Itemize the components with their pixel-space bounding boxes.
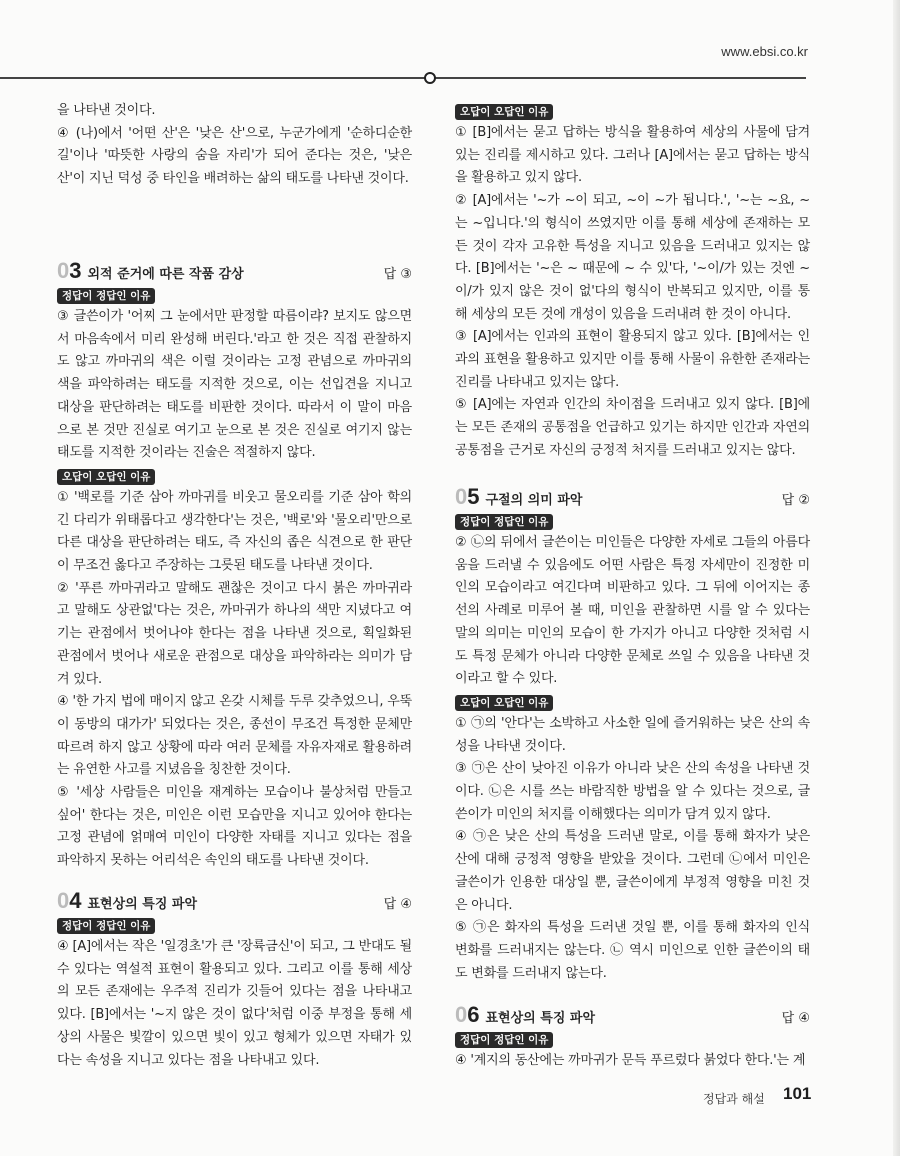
question-05 [455,484,810,985]
page-number: 101 [783,1084,812,1103]
question-number: 03 [57,258,82,283]
left-intro [57,100,412,191]
section-title: 표현상의 특징 파악 [485,1011,596,1026]
section-header [57,258,412,284]
answer: 답 ④ [781,1011,810,1026]
section-title: 표현상의 특징 파악 [87,897,198,912]
page-edge [893,0,900,1156]
paragraph: ④ [A]에서는 작은 '일경초'가 큰 '장륙금신'이 되고, 그 반대도 될 수 있다는 역설적 표현이 활용되고 있다. 그리고 이를 통해 세상의 모든 존재에는 우주적 진리가 깃들어 있다는 점을 나타내고 있다. [B]에서는 '~지 않은 것이 없다'처럼 이중 부정을 통해 세상의 사물은 빛깔이 있으면 빛이 있고 형체가 있으면 자태가 있다는 속성을 지니고 있다는 점을 나타내고 있다. [57,939,412,1068]
wrong-reason-label: 오답이 오답인 이유 [455,695,553,711]
correct-reason-label: 정답이 정답인 이유 [57,918,155,934]
paragraph: ② [A]에서는 '~가 ~이 되고, ~이 ~가 됩니다.', '~는 ~요, ~는 ~입니다.'의 형식이 쓰였지만 이를 통해 세상에 존재하는 모든 것이 각자 고유한 특성을 지니고 있음을 드러내고 있지는 않다. [B]에서는 '~은 ~ 때문에 ~ 수 있'다, '~이/가 있는 것엔 ~이/가 있지 않은 것이 없'다의 형식이 반복되고 있지만, 이를 통해 세상의 모든 것에 개성이 있음을 드러내려 한 것이 아니다. [455,193,810,322]
paragraph: 을 나타낸 것이다. [57,103,156,118]
footer-section: 정답과 해설 [703,1092,765,1106]
section-header [57,888,412,914]
paragraph: ③ 글쓴이가 '어찌 그 눈에서만 판정할 따름이랴? 보지도 않으면서 마음속에서 미리 완성해 버린다.'라고 한 것은 직접 관찰하지도 않고 까마귀의 색은 이럴 것이라는 고정 관념으로 까마귀의 색을 파악하려는 태도를 지적한 것으로, 이는 선입견을 지니고 대상을 판단하려는 태도를 비판한 것이다. 따라서 이 말이 마음으로 본 것만 진실로 여기고 눈으로 본 것은 진실로 여기지 않는 태도를 지적한 것이라는 진술은 적절하지 않다. [57,309,412,461]
wrong-reason-label: 오답이 오답인 이유 [455,104,553,120]
paragraph: ⑤ [A]에는 자연과 인간의 차이점을 드러내고 있지 않다. [B]에는 모든 존재의 공통점을 언급하고 있기는 하지만 인간과 자연의 공통점을 근거로 자신의 긍정적 처지를 드러내고 있지는 않다. [455,397,810,458]
paragraph: ④ (나)에서 '어떤 산'은 '낮은 산'으로, 누군가에게 '순하디순한 길'이나 '따뜻한 사랑의 숨을 자리'가 되어 준다는 것은, '낮은 산'이 지닌 덕성 중 타인을 배려하는 삶의 태도를 나타낸 것이다. [57,125,412,187]
paragraph: ① [B]에서는 묻고 답하는 방식을 활용하여 세상의 사물에 담겨 있는 진리를 제시하고 있다. 그러나 [A]에서는 묻고 답하는 방식을 활용하고 있지 않다. [455,125,810,186]
site-url: www.ebsi.co.kr [721,44,808,59]
paragraph: ④ '한 가지 법에 매이지 않고 온갖 시체를 두루 갖추었으니, 우뚝이 동방의 대가가' 되었다는 것은, 종선이 무조건 특정한 문체만 따르려 하지 않고 상황에 따라 여러 문체를 자유자재로 활용하려는 유연한 사고를 지녔음을 칭찬한 것이다. [57,694,412,778]
question-04-wrong [455,100,810,463]
question-04 [57,888,412,1072]
paragraph: ⑤ ㉠은 화자의 특성을 드러낸 것일 뿐, 이를 통해 화자의 인식 변화를 드러내지는 않는다. ㉡ 역시 미인으로 인한 글쓴이의 태도 변화를 드러내지 않는다. [455,920,810,981]
paragraph: ② ㉡의 뒤에서 글쓴이는 미인들은 다양한 자세로 그들의 아름다움을 드러낼 수 있음에도 어떤 사람은 특정 자세만이 진정한 미인의 모습이라고 여긴다며 비판하고 있다. 그 뒤에 이어지는 종선의 사례로 미루어 볼 때, 미인을 관찰하면 시를 알 수 있다는 말의 의미는 미인의 모습이 한 가지가 아니고 다양한 것처럼 시도 특정 문체가 아니라 다양한 문체로 쓰일 수 있음을 나타낸 것이라고 할 수 있다. [455,535,810,687]
correct-reason-label: 정답이 정답인 이유 [455,514,553,530]
answer: 답 ③ [383,267,412,282]
question-03 [57,258,412,873]
paragraph: ③ ㉠은 산이 낮아진 이유가 아니라 낮은 산의 속성을 나타낸 것이다. ㉡은 시를 쓰는 바람직한 방법을 알 수 있다는 것으로, 글쓴이가 미인의 처지를 이해했다는 의미가 담겨 있지 않다. [455,761,810,822]
header-rule [0,77,806,79]
question-number: 04 [57,888,82,913]
answer: 답 ② [781,493,810,508]
paragraph: ② '푸른 까마귀라고 말해도 괜찮은 것이고 다시 붉은 까마귀라고 말해도 상관없'다는 것은, 까마귀가 하나의 색만 지녔다고 여기는 관점에서 벗어나야 한다는 점을 나타낸 것으로, 획일화된 관점에서 벗어나 새로운 관점으로 대상을 파악하라는 의미가 담겨 있다. [57,580,412,687]
section-title: 구절의 의미 파악 [485,493,583,508]
header-rule-dot [424,72,436,84]
question-06 [455,1002,810,1073]
paragraph: ④ '계지의 동산에는 까마귀가 문득 푸르렀다 붉었다 한다.'는 계 [455,1053,806,1068]
paragraph: ③ [A]에서는 인과의 표현이 활용되지 않고 있다. [B]에서는 인과의 표현을 활용하고 있지만 이를 통해 사물이 유한한 존재라는 진리를 나타내고 있지는 않다. [455,329,810,390]
paragraph: ① '백로를 기준 삼아 까마귀를 비웃고 물오리를 기준 삼아 학의 긴 다리가 위태롭다고 생각한다'는 것은, '백로'와 '물오리'만으로 다른 대상을 판단하려는 태도, 즉 자신의 좁은 식견으로 한 판단이 무조건 옳다고 주장하는 그릇된 태도를 나타낸 것이다. [57,489,412,574]
answer: 답 ④ [383,897,412,912]
paragraph: ⑤ '세상 사람들은 미인을 재계하는 모습이나 불상처럼 만들고 싶어' 한다는 것은, 미인은 이런 모습만을 지니고 있어야 한다는 고정 관념에 얽매여 미인이 다양한 자태를 지니고 있다는 점을 파악하지 못하는 어리석은 속인의 태도를 나타낸 것이다. [57,785,412,869]
section-header [455,484,810,510]
question-number: 06 [455,1002,480,1027]
section-title: 외적 준거에 따른 작품 감상 [87,267,244,282]
question-number: 05 [455,484,480,509]
wrong-reason-label: 오답이 오답인 이유 [57,469,155,485]
correct-reason-label: 정답이 정답인 이유 [57,288,155,304]
paragraph: ④ ㉠은 낮은 산의 특성을 드러낸 말로, 이를 통해 화자가 낮은 산에 대해 긍정적 영향을 받았을 것이다. 그런데 ㉡에서 미인은 글쓴이가 인용한 대상일 뿐, 글쓴이에게 부정적 영향을 미친 것은 아니다. [455,829,810,913]
section-header [455,1002,810,1028]
paragraph: ① ㉠의 '안다'는 소박하고 사소한 일에 즐거워하는 낮은 산의 속성을 나타낸 것이다. [455,715,810,754]
correct-reason-label: 정답이 정답인 이유 [455,1032,553,1048]
